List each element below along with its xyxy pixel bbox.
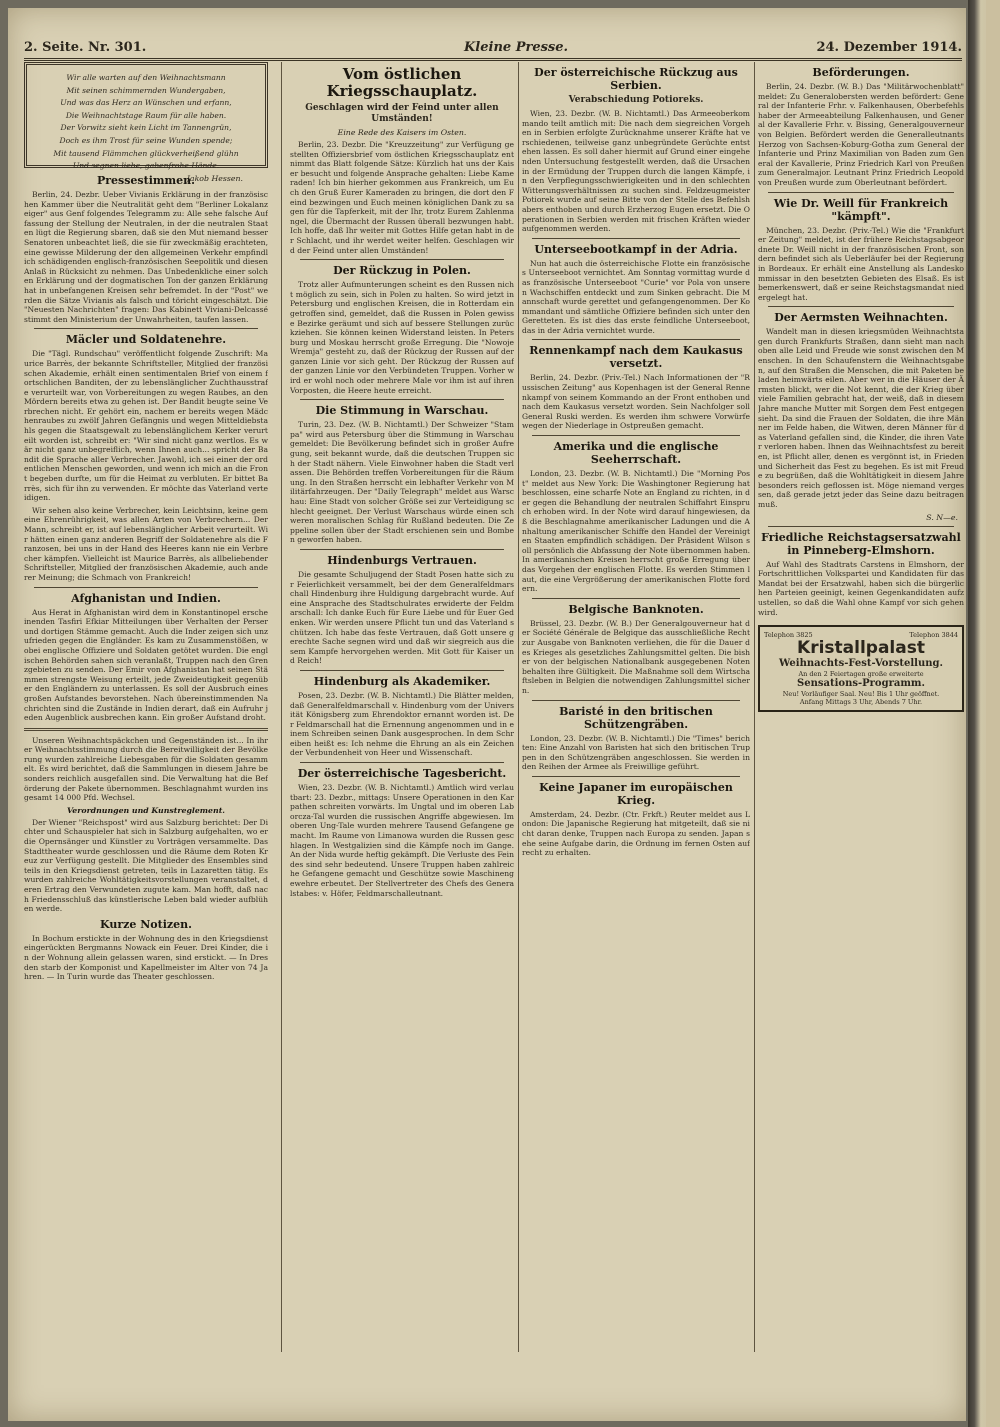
poem-line: Mit tausend Flämmchen glückverheißend glühn	[53, 148, 239, 158]
article-heading: Hindenburgs Vertrauen.	[327, 553, 477, 567]
ad-telephone-right: Telephon 3844	[909, 631, 958, 640]
article-text: Die gesamte Schuljugend der Stadt Posen hatte sich zur Feierlichkeit versammelt, bei der dem Generalfeldmarschall Hindenburg ihre Huldigung dargebracht wurde. Auf eine Ansprache des Stadtschulrates erwiderte der Feldmarschall: Ich danke Euch für Eure Liebe und für Euer Gedenken. Wir werden unsere Pflicht tun und das Vaterland schützen. Ich habe das feste Vertrauen, daß Gott unsere gerechte Sache segnen wird und daß wir siegreich aus diesem Kampfe hervorgehen werden. Mit Gott für Kaiser und Reich!	[290, 569, 514, 666]
divider	[532, 339, 740, 340]
masthead	[24, 36, 962, 61]
article-heading: Wie Dr. Weill für Frankreich "kämpft".	[773, 196, 949, 223]
divider	[300, 670, 504, 671]
poem-line: Und segnen liebe, gabenfrohe Hände.	[72, 161, 220, 171]
article-text: Berlin, 24. Dezbr. (W. B.) Das "Militärwochenblatt" meldet: Zu Generalobersten werden befördert: General der Infanterie Frhr. v. Falkenhausen, Oberbefehlshaber der Armeeabteilung Falkenhausen, und General der Kavallerie Frhr. v. Bissing, Generalgouverneur von Belgien. Befördert werden die Generalleutnants Herzog von Sachsen-Koburg-Gotha zum General der Infanterie und Prinz Maximilian von Baden zum General der Kavallerie, Prinz Friedrich Karl von Preußen zum Generalmajor. Leutnant Prinz Friedrich Leopold von Preußen wurde zum Oberleutnant befördert.	[758, 82, 964, 187]
article-heading: Friedliche Reichstagsersatzwahl in Pinneberg-Elmshorn.	[761, 530, 961, 557]
poem-line: Mit seinen schimmernden Wundergaben,	[66, 85, 226, 95]
poem-line: Wir alle warten auf den Weihnachtsmann	[66, 73, 226, 82]
divider	[532, 435, 740, 436]
article-heading: Unterseebootkampf in der Adria.	[534, 242, 738, 256]
article-text: München, 23. Dezbr. (Priv.-Tel.) Wie die "Frankfurter Zeitung" meldet, ist der frühere Reichstagsabgeordnete Dr. Weill nicht in der französischen Front, sondern befindet sich als Ueberläufer bei der Regierung in Bordeaux. Er erhält eine Anstellung als Landeskommissar in den besetzten Gebieten des Elsaß. Es ist bemerkenswert, daß er seine Reichstagsmandat niedergelegt hat.	[758, 225, 964, 302]
article-heading: Baristé in den britischen Schützengräben.	[559, 704, 713, 731]
advertisement-box	[758, 625, 964, 712]
poem-line: Doch es ihm Trost für seine Wunden spende;	[59, 135, 233, 145]
article-heading: Die Stimmung in Warschau.	[315, 404, 489, 418]
sub-headline: Geschlagen wird der Feind unter allen Umständen!	[305, 103, 499, 124]
issue-number: Nr. 301.	[88, 40, 147, 55]
column-rule	[754, 62, 755, 1352]
column-2	[290, 62, 514, 1352]
divider	[768, 526, 954, 527]
divider	[532, 238, 740, 239]
article-text: Berlin, 24. Dezbr. Ueber Vivianis Erklärung in der französischen Kammer über die Neutralität geht dem "Berliner Lokalanzeiger" aus Genf folgendes Telegramm zu: Alle sehe falsche Auffassung der Stellung der Neutralen, in der die neutralen Staaten lügt die Regierung sbaren, daß sie den Mut niemand besser Senatoren unbeachtet ließ, die sie für zweckmäßig erachteten, eine gewisse Milderung der den allgemeinen Verkehr empfindlich schädigenden englisch-französischen Seepolitik und diesen Anlaß in Rücksicht zu nehmen. Das Unbedenkliche einer solchen Erklärung und der dogmatischen Ton der ganzen Erklärung hat in unbefangenen Kreisen sehr befremdet. In der "Post" werden die Sätze Vivianis als falsch und töricht eingeschätzt. Die "Neuesten Nachrichten" fragen: Das Kabinett Viviani-Delcassé stimmt den Ministerium der Unwahrheiten, taufen lassen.	[24, 190, 268, 324]
column-1	[24, 62, 268, 1352]
ad-line: Weihnachts-Fest-Vorstellung.	[779, 658, 943, 670]
poem-line: Der Vorwitz sieht kein Licht im Tannengrün,	[60, 123, 232, 133]
column-4	[758, 62, 964, 1352]
article-text: Turin, 23. Dez. (W. B. Nichtamtl.) Der Schweizer "Stampa" wird aus Petersburg über die Stimmung in Warschau gemeldet: Die Bevölkerung befindet sich in großer Aufregung, seit bekannt wurde, daß die deutschen Truppen sich der Stadt nähern. Viele Einwohner haben die Stadt verlassen. Die Behörden treffen Vorbereitungen für die Räumung. In den Straßen herrscht ein lebhafter Verkehr von Militärfahrzeugen. Der "Daily Telegraph" meldet aus Warschau: Eine Stadt von solcher Größe sei zur Verteidigung schlecht geeignet. Der Verlust Warschaus würde einen schweren moralischen Schlag für Rußland bedeuten. Die Zeppeline sollen über der Stadt erschienen sein und Bomben geworfen haben.	[290, 420, 514, 545]
article-heading: Verordnungen und Kunstreglement.	[66, 805, 226, 815]
poem-author: Jakob Hessen.	[186, 173, 243, 183]
article-text: London, 23. Dezbr. (W. B. Nichtamtl.) Die "Times" berichten: Eine Anzahl von Baristen hat sich den britischen Truppen in den Schützengräben angeschlossen. Sie werden in den Reihen der Armee als Freiwillige geführt.	[522, 733, 750, 772]
ad-line: An den 2 Feiertagen große erweiterte	[798, 670, 924, 679]
article-signature: S. N—e.	[926, 512, 958, 522]
paper-title: Kleine Presse.	[464, 40, 569, 55]
article-heading: Der österreichische Rückzug aus Serbien.	[534, 66, 738, 92]
article-heading: Der Aermsten Weihnachten.	[774, 311, 948, 325]
poem-line: Die Weihnachtstage Raum für alle haben.	[65, 110, 227, 120]
article-text: Berlin, 24. Dezbr. (Priv.-Tel.) Nach Informationen der "Russischen Zeitung" aus Kopenhagen ist der General Rennenkampf von seinem Kommando an der Front enthoben und nach dem Kaukasus versetzt worden. Sein Nachfolger soll General Ruski werden. Es werden ihm schwere Vorwürfe wegen der Niederlage in Ostpreußen gemacht.	[522, 373, 750, 431]
article-heading: Beförderungen.	[812, 66, 910, 79]
article-text: Nun hat auch die österreichische Flotte ein französisches Unterseeboot vernichtet. Am Sonntag vormittag wurde das französische Unterseeboot "Curie" vor Pola von unseren Wachschiffen entdeckt und zum Sinken gebracht. Die Mannschaft wurde gerettet und gefangengenommen. Der Kommandant und sämtliche Offiziere befinden sich unter den Geretteten. Es ist dies das erste feindliche Unterseeboot, das in der Adria vernichtet wurde.	[522, 258, 750, 335]
page-label: 2. Seite.	[24, 40, 84, 55]
divider	[300, 762, 504, 763]
ad-telephone-left: Telephon 3825	[764, 631, 813, 640]
adjacent-page-strip	[986, 0, 1000, 1427]
divider	[532, 700, 740, 701]
article-text: Der Wiener "Reichspost" wird aus Salzburg berichtet: Der Dichter und Schauspieler hat sich in Salzburg aufgehalten, wo er die Opernsänger und Künstler zu Vorträgen versammelte. Das Stadttheater wurde geschlossen und die Räume dem Roten Kreuz zur Verfügung gestellt. Die Mitglieder des Ensembles sind teils in den Kriegsdienst getreten, teils in Lazaretten tätig. Es wurden zahlreiche Wohltätigkeitsvorstellungen veranstaltet, deren Ertrag den Verwundeten zugute kam. Man hofft, daß nach Friedensschluß das künstlerische Leben bald wieder aufblühen werde.	[24, 817, 268, 914]
divider	[34, 587, 258, 588]
divider	[768, 192, 954, 193]
article-heading: Hindenburg als Akademiker.	[313, 674, 491, 688]
article-heading: Afghanistan und Indien.	[71, 591, 221, 605]
article-text: In Bochum erstickte in der Wohnung des in den Kriegsdienst eingerückten Bergmanns Nowack ein Feuer. Drei Kinder, die in der Wohnung allein gelassen waren, sind erstickt. — In Dresden starb der Komponist und Kapellmeister im Alter von 74 Jahren. — In Turin wurde das Theater geschlossen.	[24, 933, 268, 982]
article-text: Posen, 23. Dezbr. (W. B. Nichtamtl.) Die Blätter melden, daß Generalfeldmarschall v. Hindenburg vom der Universität Königsberg zum Ehrendoktor ernannt worden ist. Der Feldmarschall hat die Ernennung angenommen und in einem Schreiben seinen Dank ausgesprochen. In dem Schreiben heißt es: Ich nehme die Ehrung an als ein Zeichen der Verbundenheit von Heer und Wissenschaft.	[290, 690, 514, 758]
divider	[24, 728, 268, 731]
sub-headline: Verabschiedung Potioreks.	[568, 95, 704, 105]
ad-line: Sensations-Programm.	[797, 678, 925, 690]
page-number	[24, 40, 146, 55]
divider	[300, 259, 504, 260]
article-heading: Der Rückzug in Polen.	[333, 264, 471, 278]
column-rule	[281, 62, 282, 1352]
divider	[300, 399, 504, 400]
divider	[768, 306, 954, 307]
article-text: Trotz aller Aufmunterungen scheint es den Russen nicht möglich zu sein, sich in Polen zu halten. So wird jetzt in Petersburg und englischen Kreisen, die in Rotterdam eingetroffen sind, gemeldet, daß die Russen in Polen gewisse Bezirke geräumt und sich auf bessere Stellungen zurückziehen. Sie können keinen Widerstand leisten. In Petersburg und Moskau herrscht große Erregung. Die "Nowoje Wremja" gesteht zu, daß der Rückzug der Russen auf der ganzen Linie vor sich geht. Der Rückzug der Russen auf der ganzen Linie vor den Verbündeten Truppen. Vorher wird er wohl noch oder mehrere Male vor ihm ist auf ihren Vorposten, die Heere heute erreicht.	[290, 280, 514, 395]
article-text: Brüssel, 23. Dezbr. (W. B.) Der Generalgouverneur hat der Société Générale de Belgique das ausschließliche Recht zur Ausgabe von Banknoten verliehen, die für die Dauer des Krieges als gesetzliches Zahlungsmittel gelten. Die bisher von der belgischen Nationalbank ausgegebenen Noten behalten ihre Gültigkeit. Die Maßnahme soll dem Wirtschaftsleben in Belgien die notwendigen Zahlungsmittel sichern.	[522, 618, 750, 695]
article-text: Auf Wahl des Stadtrats Carstens in Elmshorn, der Fortschrittlichen Volkspartei und Kandidaten für das Mandat bei der Ersatzwahl, haben sich die bürgerlichen Parteien geeinigt, keinen Gegenkandidaten aufzustellen, so daß die Wahl ohne Kampf vor sich gehen wird.	[758, 559, 964, 617]
article-text: Wien, 23. Dezbr. (W. B. Nichtamtl.) Das Armeeoberkommando teilt amtlich mit: Die nach dem siegreichen Vorgehen in Serbien erfolgte Zurücknahme unserer Kräfte hat verschiedenen, teilweise ganz unbegründete Gerüchte entstehen lassen. Es soll daher hiermit auf Grund einer eingehenden Untersuchung festgestellt werden, daß die Ursachen in der Ermüdung der Truppen durch die langen Kämpfe, in den Verpflegungsschwierigkeiten und in den schlechten Witterungsverhältnissen zu suchen sind. Feldzeugmeister Potiorek wurde auf seine Bitte von der Stelle des Befehlshabers enthoben und durch Erzherzog Eugen ersetzt. Die Operationen in Serbien werden mit frischen Kräften wieder aufgenommen werden.	[522, 109, 750, 234]
article-text: Wandelt man in diesen kriegsmüden Weihnachtstagen durch Frankfurts Straßen, dann sieht man nach oben alle Leid und Freude wie sonst zwischen den Menschen. In den Schaufenstern die Weihnachtsgaben, auf den Straßen die Menschen, die mit Paketen beladen heimwärts eilen. Aber wer in die Häuser der Ärmsten blickt, wer die Not kennt, die der Krieg über viele Familien gebracht hat, der weiß, daß in diesem Jahre manche Mutter mit Sorgen dem Fest entgegensieht. Da sind die Frauen der Soldaten, die ihre Männer im Felde haben, die Witwen, deren Männer für das Vaterland gefallen sind, die Kinder, die ihren Vater verloren haben. Ihnen das Weihnachtsfest zu bereiten, ist Pflicht aller, denen es vergönnt ist, in Frieden und Sicherheit das Fest zu begehen. Es ist mit Freude zu begrüßen, daß die Wohltätigkeit in diesem Jahre besonders reich geflossen ist. Möge niemand vergessen, daß gerade jetzt jeder das Seine dazu beitragen muß.	[758, 327, 964, 509]
article-text: Amsterdam, 24. Dezbr. (Ctr. Frkft.) Reuter meldet aus London: Die Japanische Regierung hat mitgeteilt, daß sie nicht daran denke, Truppen nach Europa zu senden. Japan sehe seine Aufgabe darin, die Ordnung im fernen Osten aufrecht zu erhalten.	[522, 809, 750, 858]
article-heading: Rennenkampf nach dem Kaukasus versetzt.	[529, 344, 743, 371]
article-text: Wien, 23. Dezbr. (W. B. Nichtamtl.) Amtlich wird verlautbart: 23. Dezbr., mittags: Unsere Operationen in den Karpathen schreiten vorwärts. Im Ungtal und im oberen Laborcza-Tal wurden die russischen Angriffe abgewiesen. Im oberen Ung-Tale wurden mehrere Tausend Gefangene gemacht. Im Raume von Limanowa wurden die Russen geschlagen. In Westgalizien sind die Kämpfe noch im Gange. An der Nida wurde heftig gekämpft. Die Verluste des Feindes sind sehr bedeutend. Unsere Truppen haben zahlreiche Gefangene gemacht und Geschütze sowie Maschinengewehre erbeutet. Der Stellvertreter des Chefs des Generalstabes: v. Höfer, Feldmarschalleutnant.	[290, 783, 514, 898]
article-text: Die "Tägl. Rundschau" veröffentlicht folgende Zuschrift: Maurice Barrès, der bekannte Schriftsteller, Mitglied der französischen Akademie, erhält einen sentimentalen Brief von einem fortschlichen Banditen, der zu lebenslänglicher Zuchthausstrafe verurteilt war, von Vorbereitungen zu wegen Raubes, an den Mördern bereits etwa zu gehen ist. Der Bandit beugte seine Verbrechen nicht. Er gehört ein, nachem er bereits wegen Mädchenraubes zu zwölf Jahren Gefängnis und wegen Mitteldiebstahls gegen die Staatsgewalt zu lebenslänglichem Kerker verurteilt worden ist, schreibt er: "Wir sind nicht ganz wertlos. Es wär nicht ganz unbegreiflich, wenn Ihnen auch... spricht der Bandit die Sprache aller Verbrecher. Jawohl, ich sei einer der ordentlichen Menschen geworden, und wenn ich mich an die Front begeben durfte, um für die Heimat zu verbluten. Er bittet Barrès, sich für ihn zu verwenden. Er möchte das Vaterland verteidigen.	[24, 349, 268, 503]
article-heading: Der österreichische Tagesbericht.	[297, 767, 507, 781]
article-heading: Amerika und die englische Seeherrschaft.	[553, 440, 719, 467]
ad-title: Kristallpalast	[797, 638, 925, 659]
divider	[532, 776, 740, 777]
article-text: London, 23. Dezbr. (W. B. Nichtamtl.) Die "Morning Post" meldet aus New York: Die Washingtoner Regierung hat beschlossen, eine scharfe Note an England zu richten, in der gegen die Behandlung der neutralen Schiffahrt Einspruch erhoben wird. In der Note wird darauf hingewiesen, daß die Beschlagnahme amerikanischer Ladungen und die Anhaltung amerikanischer Schiffe den Handel der Vereinigten Staaten empfindlich schädigen. Der Präsident Wilson soll persönlich die Abfassung der Note übernommen haben. In amerikanischen Kreisen herrscht große Erregung über das Vorgehen der englischen Flotte. Es werden Stimmen laut, die eine Vergrößerung der amerikanischen Flotte fordern.	[522, 469, 750, 594]
column-3	[522, 62, 750, 1352]
article-text: Aus Herat in Afghanistan wird dem in Konstantinopel erscheinenden Tasfiri Efkiar Mitteilungen über Verhalten der Perser und dortigen Stämme gemacht. Auch die Inder zeigen sich unzufrieden gegen die Engländer. Es kam zu Zusammenstößen, wobei englische Offiziere und Soldaten getötet wurden. Die englischen Behörden sahen sich veranlaßt, Truppen nach den Grenzgebieten zu senden. Der Emir von Afghanistan hat seinen Stämmen strengste Weisung erteilt, jede Zweideutigkeit gegenüber den Engländern zu unterlassen. Es soll der Ausbruch eines großen Aufstandes bevorstehen. Nach übereinstimmenden Nachrichten sind die Zustände in Indien derart, daß ein Aufruhr jeden Augenblick ausbrechen kann. Ein großer Aufstand droht.	[24, 607, 268, 723]
article-heading: Belgische Banknoten.	[568, 602, 704, 616]
article-heading: Pressestimmen.	[96, 174, 195, 187]
divider	[34, 328, 258, 329]
article-text: Berlin, 23. Dezbr. Die "Kreuzzeitung" zur Verfügung gestellten Offiziersbrief vom östlichen Kriegsschauplatz entnimmt das Blatt folgende Sätze: Kürzlich hat uns der Kaiser besucht und folgende Ansprache gehalten: Liebe Kameraden! Ich bin hierher gekommen aus Frankreich, um Euch den Gruß Eurer Kameraden zu bringen, die dort den Feind bezwingen und Euch meinen königlichen Dank zu sagen für die Tapferkeit, mit der Ihr, trotz Eurem Zahlenmangel, die Übermacht der Russen überall bezwungen habt. Ich hoffe, daß Ihr weiter mit Gottes Hilfe getan habt in der Schlacht, und ihr werdet weiter helfen. Geschlagen wird der Feind unter allen Umständen!	[290, 140, 514, 255]
article-heading: Kurze Notizen.	[100, 917, 192, 931]
ad-line: Anfang Mittags 3 Uhr, Abends 7 Uhr.	[799, 698, 923, 707]
poem-line: Und was das Herz an Wünschen und erfann,	[60, 98, 232, 108]
article-heading: Keine Japaner im europäischen Krieg.	[539, 780, 733, 807]
article-heading: Mäcler und Soldatenehre.	[65, 333, 227, 347]
section-heading: Eine Rede des Kaisers im Osten.	[337, 128, 467, 137]
column-rule	[518, 62, 519, 1352]
article-text: Unseren Weihnachtspäckchen und Gegenständen ist... In ihrer Weihnachtsstimmung durch die Bereitwilligkeit der Bevölkerung wurden zahlreiche Liebesgaben für die Soldaten gesammelt. Es wird berichtet, daß die Sammlungen in diesem Jahre besonders reichlich ausgefallen sind. Die Verwaltung hat die Beförderung der Pakete übernommen. Beschlagnahmt wurden insgesamt 14 000 Pfd. Wechsel.	[24, 735, 268, 803]
divider	[300, 549, 504, 550]
divider	[532, 598, 740, 599]
main-headline: Vom östlichen Kriegsschauplatz.	[326, 65, 478, 100]
article-text: Wir sehen also keine Verbrecher, kein Leichtsinn, keine gemeine Ehrenrührigkeit, was allen Arten von Verbrechern... Der Mann, schreibt er, ist auf lebenslänglicher Arbeit verurteilt. Wir hätten einen ganz anderen Begriff der Soldatenehre als die Franzosen, bei uns in der Hand des Heeres kann nie ein Verbrecher kämpfen. Vielleicht ist Maurice Barrès, als allbeliebender Schriftsteller, Mitglied der französischen Akademie, auch anderer Meinung; die Schmach von Frankreich!	[24, 505, 268, 582]
issue-date: 24. Dezember 1914.	[816, 40, 962, 55]
ad-line: Neu! Vorläufiger Saal. Neu! Bis 1 Uhr geöffnet.	[782, 690, 940, 699]
